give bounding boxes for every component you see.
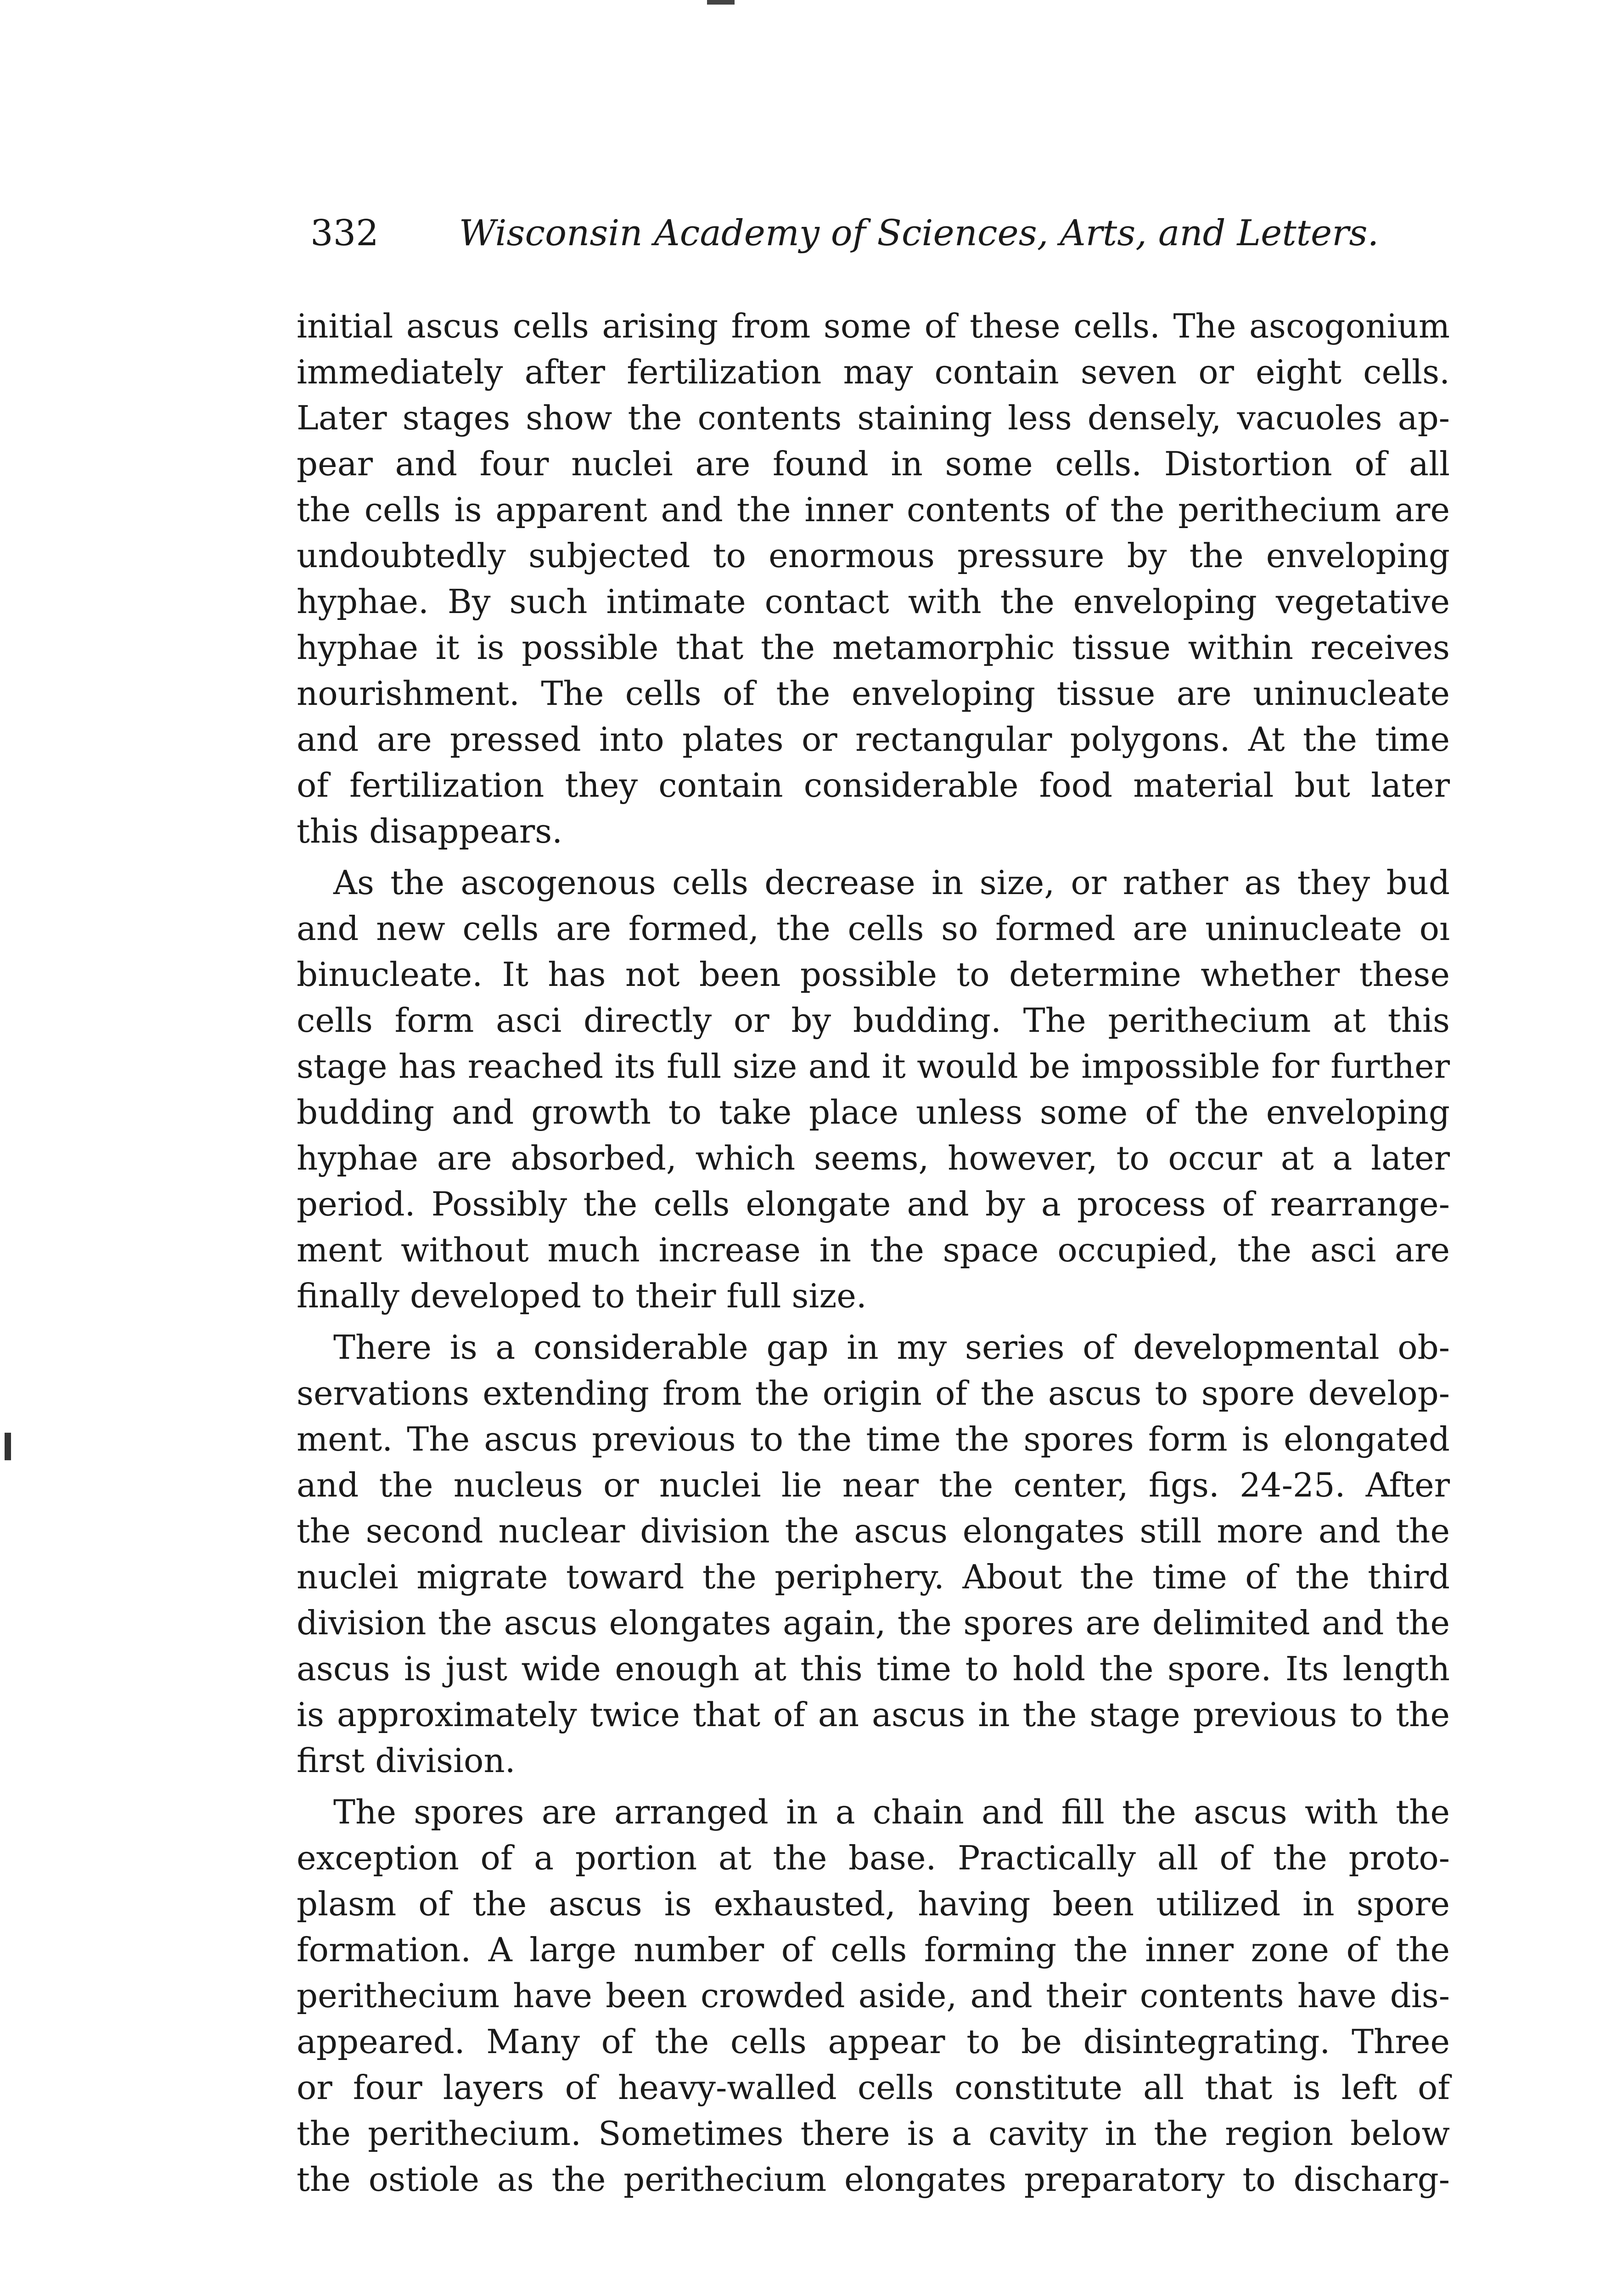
text-line: ment without much increase in the space occupied, the asci are	[297, 1231, 1450, 1269]
text-line: pear and four nuclei are found in some cells. Distortion of all	[297, 445, 1450, 483]
scan-artifact-edge	[5, 1433, 11, 1460]
text-line: and are pressed into plates or rectangular polygons. At the time	[297, 720, 1450, 759]
running-title: Wisconsin Academy of Sciences, Arts, and Letters.	[459, 213, 1379, 254]
text-line: is approximately twice that of an ascus in the stage previous to the	[297, 1695, 1450, 1734]
text-line: cells form asci directly or by budding. The perithecium at this	[297, 1001, 1450, 1040]
body-text	[297, 303, 1450, 2202]
text-line: initial ascus cells arising from some of these cells. The ascogonium	[297, 307, 1450, 345]
text-line: ascus is just wide enough at this time to hold the spore. Its length	[297, 1649, 1450, 1688]
paragraph-3	[297, 1324, 1450, 1784]
text-line: plasm of the ascus is exhausted, having been utilized in spore	[297, 1885, 1450, 1923]
text-line: undoubtedly subjected to enormous pressure by the enveloping	[297, 536, 1450, 575]
text-line: nuclei migrate toward the periphery. About the time of the third	[297, 1558, 1450, 1596]
text-line: and the nucleus or nuclei lie near the center, figs. 24-25. After	[297, 1466, 1450, 1504]
text-line: immediately after fertilization may contain seven or eight cells.	[297, 353, 1450, 391]
text-line: Later stages show the contents staining less densely, vacuoles ap-	[297, 399, 1450, 437]
text-line: hyphae are absorbed, which seems, however, to occur at a later	[297, 1139, 1450, 1177]
paragraph-2	[297, 860, 1450, 1319]
text-line: hyphae. By such intimate contact with the enveloping vegetative	[297, 582, 1450, 621]
text-line: budding and growth to take place unless some of the enveloping	[297, 1093, 1450, 1131]
text-line: There is a considerable gap in my series of developmental ob-	[333, 1328, 1450, 1367]
text-line: servations extending from the origin of the ascus to spore develop-	[297, 1374, 1450, 1412]
text-line: the perithecium. Sometimes there is a cavity in the region below	[297, 2114, 1450, 2153]
text-line: the cells is apparent and the inner contents of the perithecium are	[297, 490, 1450, 529]
paragraph-1	[297, 303, 1450, 854]
text-line: first division.	[297, 1741, 516, 1780]
paragraph-4	[297, 1789, 1450, 2202]
scan-artifact-mark	[707, 0, 735, 5]
page-number: 332	[310, 213, 379, 254]
text-line: The spores are arranged in a chain and fill the ascus with the	[333, 1793, 1450, 1831]
text-line: hyphae it is possible that the metamorphic tissue within receives	[297, 628, 1450, 667]
text-line: appeared. Many of the cells appear to be disintegrating. Three	[297, 2022, 1450, 2061]
text-line: division the ascus elongates again, the spores are delimited and the	[297, 1604, 1450, 1642]
text-line: this disappears.	[297, 812, 563, 850]
text-line: ment. The ascus previous to the time the spores form is elongated	[297, 1420, 1450, 1458]
text-line: and new cells are formed, the cells so formed are uninucleate oı	[297, 909, 1450, 948]
text-line: the ostiole as the perithecium elongates preparatory to discharg-	[297, 2160, 1450, 2199]
text-line: formation. A large number of cells forming the inner zone of the	[297, 1930, 1450, 1969]
text-line: binucleate. It has not been possible to determine whether these	[297, 955, 1450, 994]
text-line: nourishment. The cells of the enveloping tissue are uninucleate	[297, 674, 1450, 713]
running-header	[310, 206, 1379, 261]
text-line: perithecium have been crowded aside, and their contents have dis-	[297, 1976, 1450, 2015]
text-line: period. Possibly the cells elongate and by a process of rearrange-	[297, 1185, 1450, 1223]
text-line: finally developed to their full size.	[297, 1277, 867, 1315]
text-line: of fertilization they contain considerable food material but later	[297, 766, 1450, 805]
text-line: exception of a portion at the base. Practically all of the proto-	[297, 1839, 1450, 1877]
text-line: the second nuclear division the ascus elongates still more and the	[297, 1512, 1450, 1550]
text-line: or four layers of heavy-walled cells constitute all that is left of	[297, 2068, 1450, 2107]
text-line: As the ascogenous cells decrease in size, or rather as they bud	[333, 863, 1450, 902]
text-line: stage has reached its full size and it would be impossible for further	[297, 1047, 1450, 1086]
